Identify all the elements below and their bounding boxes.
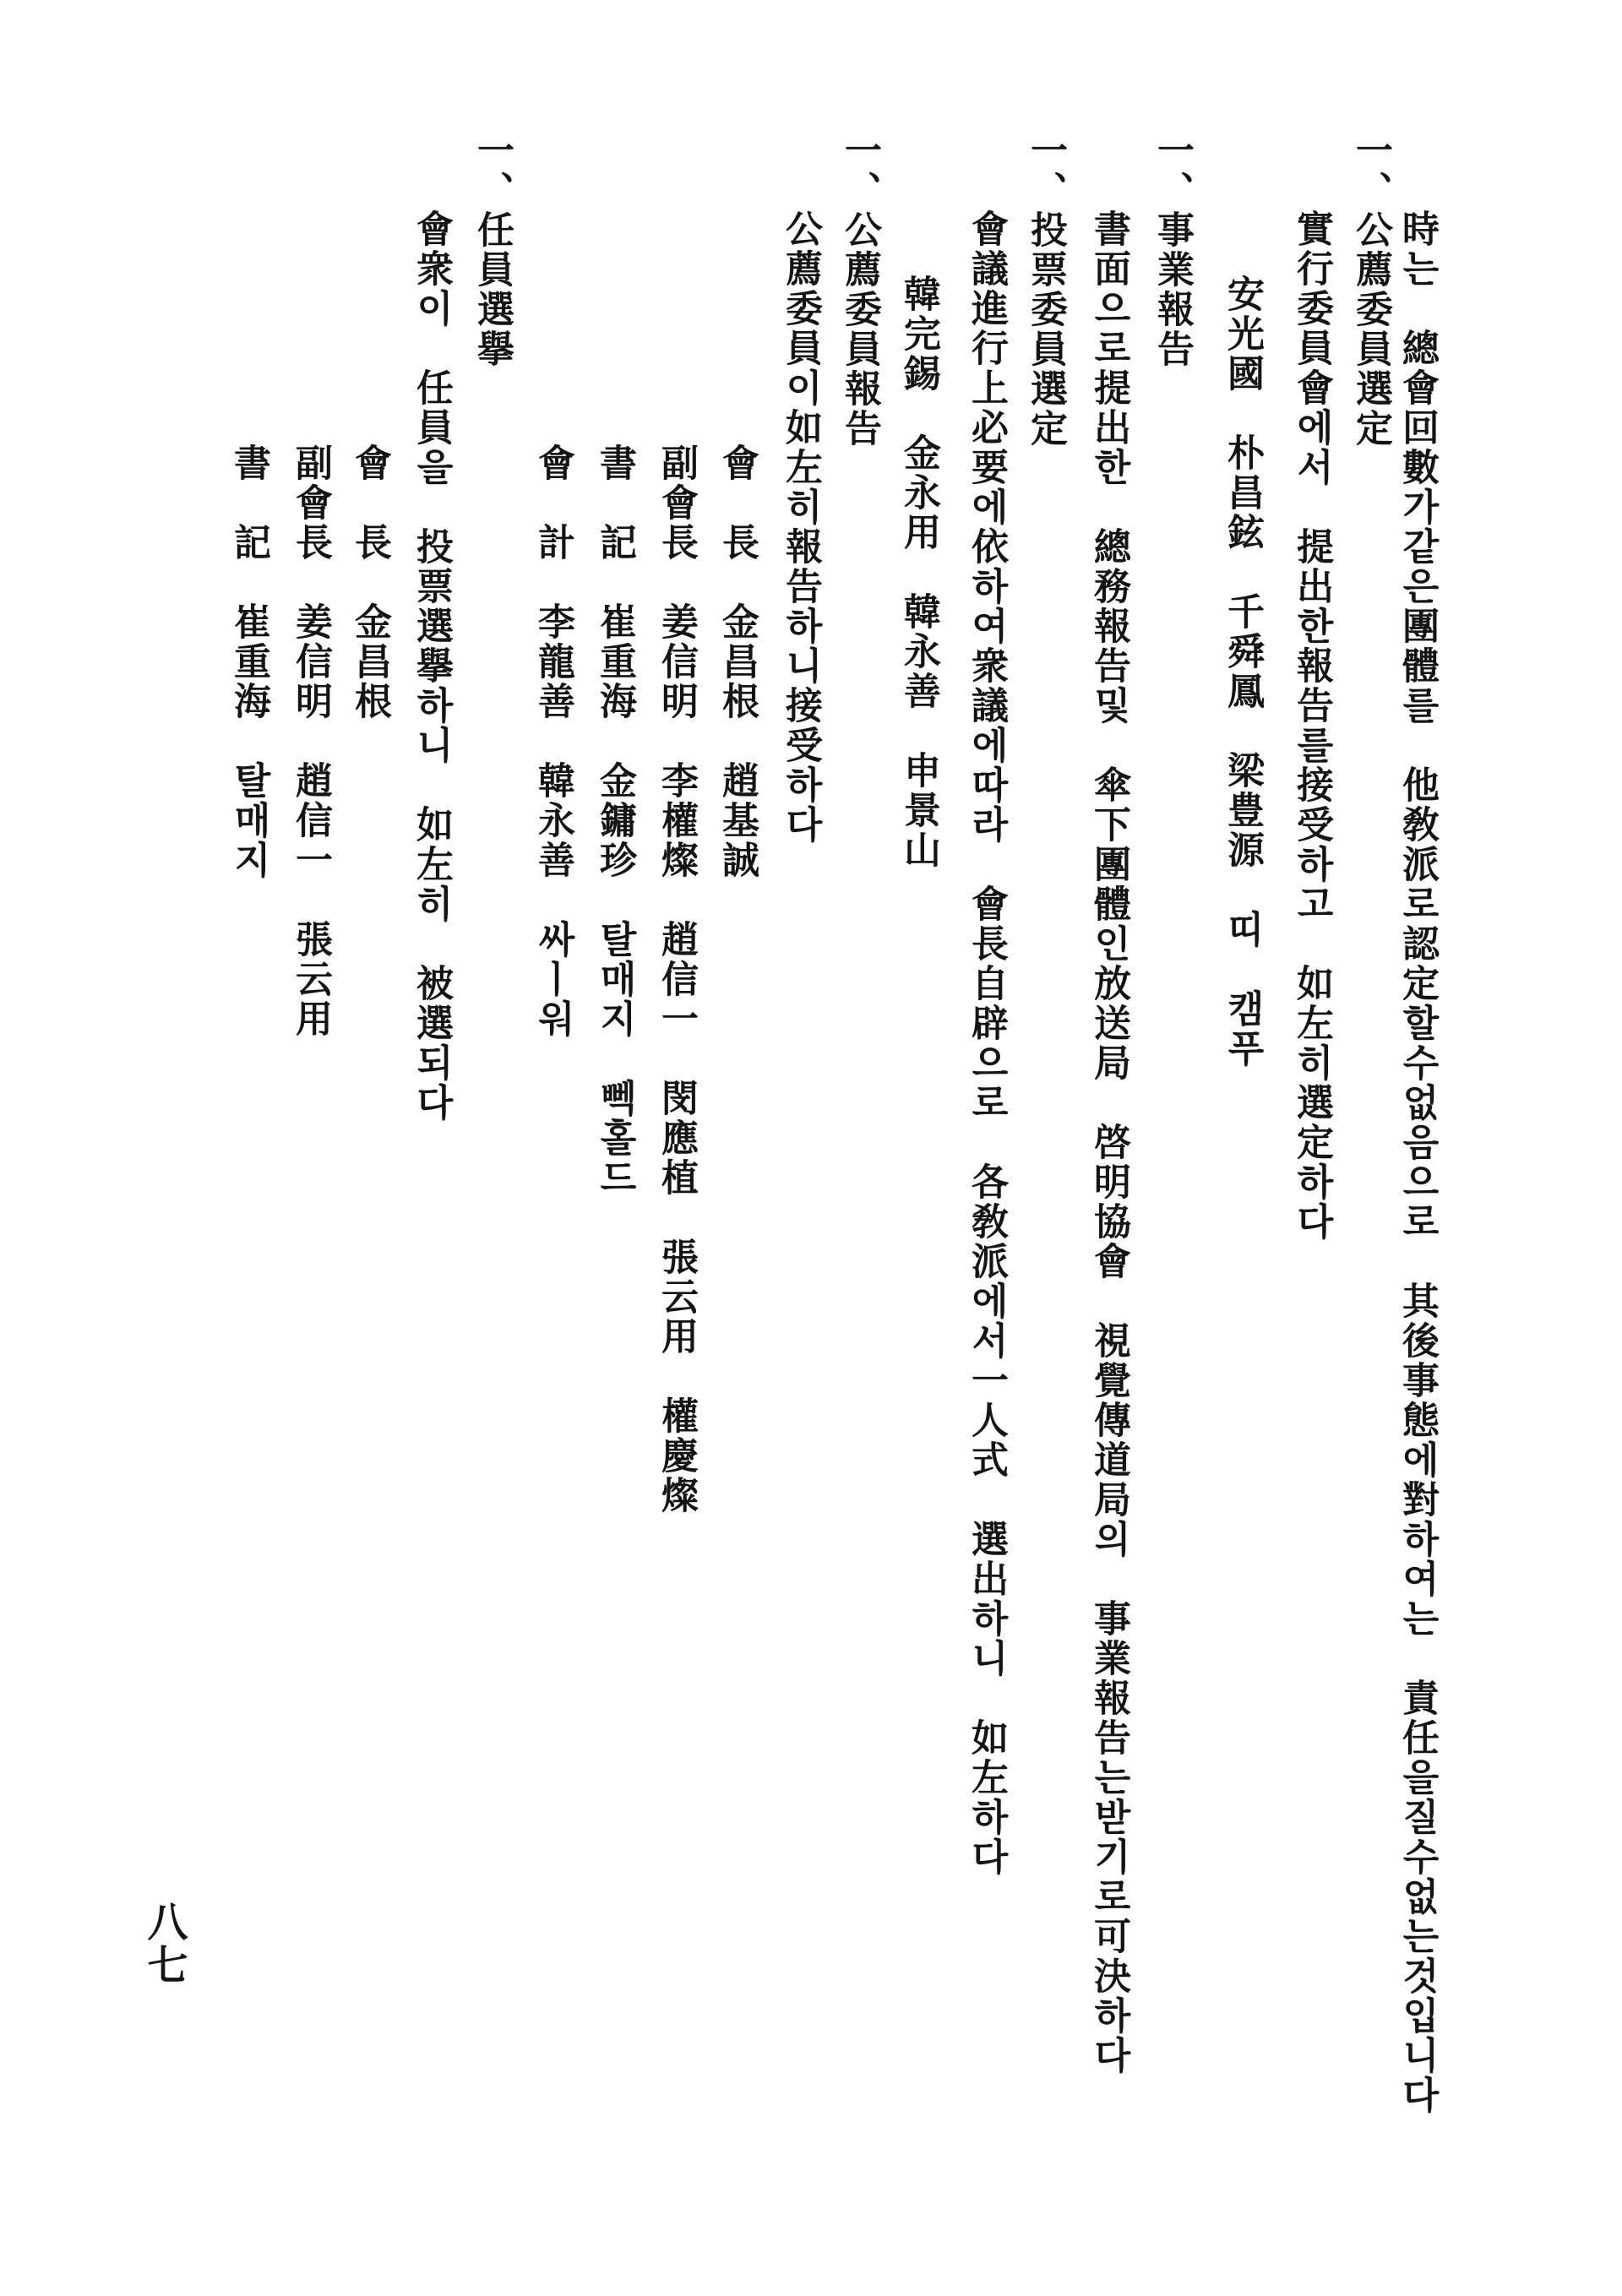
- text-column: 實行委員會에서 提出한報告를接受하고 如左히選定하다: [1290, 209, 1333, 1242]
- officer-row: 副會長 姜信明 趙信一 張云用: [289, 443, 332, 1039]
- section-heading: 一、投票委員選定: [1024, 131, 1067, 449]
- text-column: 書面으로提出한 總務報告및 傘下團體인放送局 啓明協會 視覺傳道局의 事業報告는받기로可決하다: [1087, 209, 1130, 2076]
- text-column: 會議進行上必要에依하여衆議에따라 會長自辟으로 各敎派에서一人式 選出하니 如左하다: [965, 209, 1008, 1877]
- name-list: 韓完錫 金永用 韓永善 申景山: [897, 275, 940, 870]
- section-heading: 一、事業報告: [1151, 131, 1194, 369]
- section-heading: 一、任員選擧: [471, 131, 514, 369]
- officer-row: 會 計 李龍善 韓永善 싸ㅣ워: [531, 443, 574, 1039]
- text-column: 時는 總會回數가같은團體를 他敎派로認定할수없음으로 其後事態에對하여는 責任을질수없는것입니다: [1396, 209, 1439, 2115]
- name-list: 安光國 朴昌鉉 千舜鳳 梁豊源 띠 캠푸: [1221, 275, 1264, 1069]
- officer-row: 會 長 金昌根 趙基誠: [716, 443, 759, 880]
- officer-row: 書 記 崔重海 탈매지: [227, 443, 270, 880]
- officer-row: 書 記 崔重海 金鏞珍 탈매지 뻭홀드: [593, 443, 636, 1198]
- section-heading: 一、公薦委員選定: [1349, 131, 1392, 449]
- text-column: 會衆이 任員을 投票選擧하니 如左히 被選되다: [410, 209, 453, 1123]
- text-column: 公薦委員이如左히報告하니接受하다: [779, 209, 822, 845]
- officer-row: 副會長 姜信明 李權燦 趙信一 閔應植 張云用 權慶燦: [655, 443, 698, 1515]
- section-heading: 一、公薦委員報告: [838, 131, 881, 449]
- page-number: 八七: [140, 1901, 188, 1987]
- officer-row: 會 長 金昌根: [348, 443, 391, 721]
